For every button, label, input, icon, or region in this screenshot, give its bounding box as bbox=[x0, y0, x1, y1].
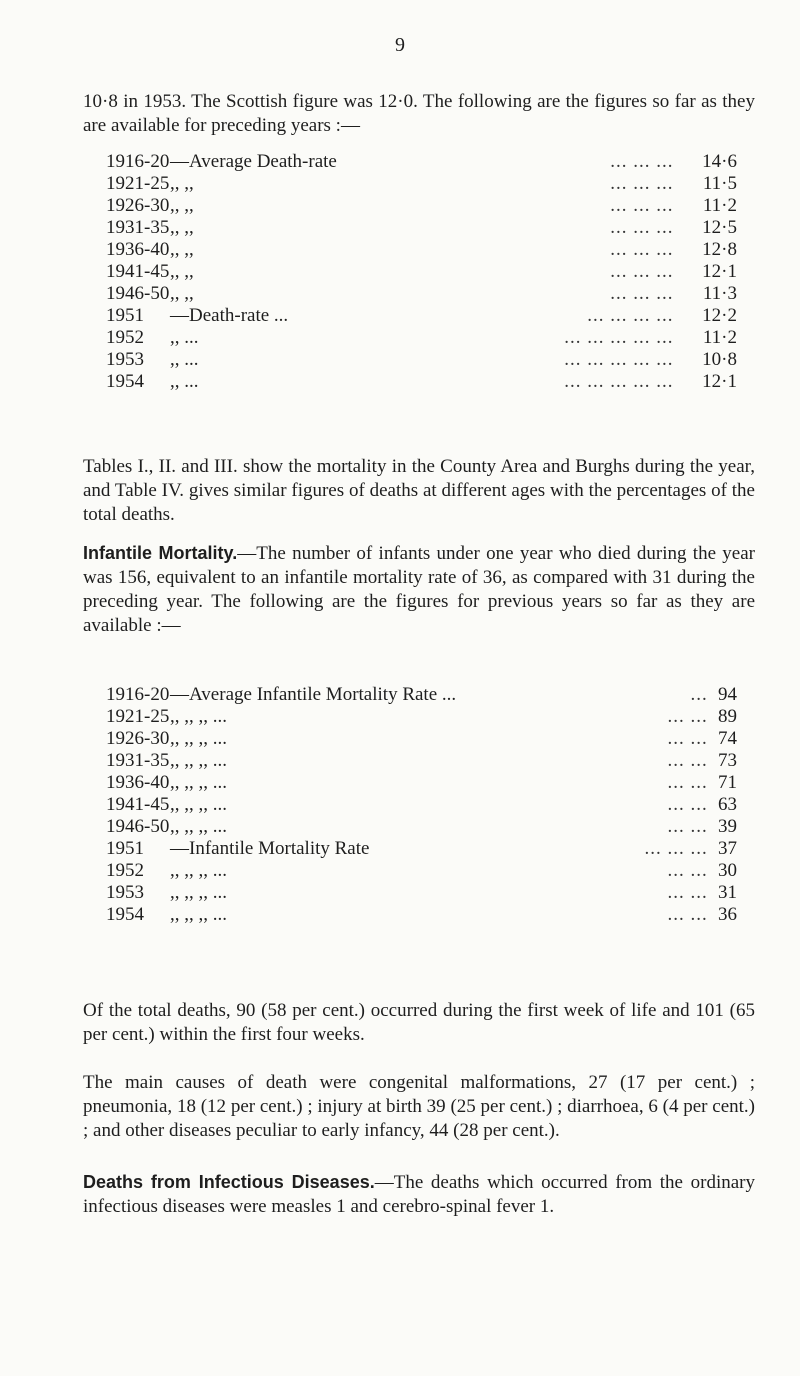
infectious-diseases-heading: Deaths from Infectious Diseases. bbox=[83, 1172, 375, 1192]
death-rate-table bbox=[106, 151, 737, 393]
infant-rate-row-leader: ... ... bbox=[667, 728, 708, 749]
death-rate-row bbox=[106, 195, 737, 217]
infant-rate-row-leader: ... ... bbox=[667, 706, 708, 727]
page-number: 9 bbox=[395, 34, 405, 56]
infant-rate-row-value: 39 bbox=[718, 816, 737, 837]
infant-rate-row-leader: ... ... bbox=[667, 860, 708, 881]
death-rate-row-period: 1953 bbox=[106, 349, 144, 370]
death-rate-row-value: 12·1 bbox=[702, 371, 737, 392]
death-rate-row-period: 1946-50 bbox=[106, 283, 170, 304]
infantile-mortality-text: —The number of infants under one year who died during the year was 156, equivalent to an infantile mortality rate of 36, as compared with 31 during the preceding year. The following are the figures for previous years so far as they are available :— bbox=[83, 543, 755, 636]
death-rate-row-period: 1931-35 bbox=[106, 217, 170, 238]
total-deaths-paragraph: Of the total deaths, 90 (58 per cent.) occurred during the first week of life and 101 (65 per cent.) within the first four weeks. bbox=[83, 1000, 755, 1045]
infant-rate-row-label: ,, ,, ,, ... bbox=[170, 750, 227, 771]
infant-rate-row-leader: ... ... bbox=[667, 772, 708, 793]
infant-rate-row-value: 94 bbox=[718, 684, 737, 705]
infant-rate-row-value: 37 bbox=[718, 838, 737, 859]
death-rate-row-period: 1954 bbox=[106, 371, 144, 392]
infant-rate-row-period: 1931-35 bbox=[106, 750, 170, 771]
infant-rate-row-leader: ... ... bbox=[667, 750, 708, 771]
infant-rate-row-label: —Infantile Mortality Rate bbox=[170, 838, 370, 859]
death-rate-row bbox=[106, 217, 737, 239]
death-rate-row-value: 12·2 bbox=[702, 305, 737, 326]
infant-rate-row-label: ,, ,, ,, ... bbox=[170, 882, 227, 903]
causes-paragraph: The main causes of death were congenital malformations, 27 (17 per cent.) ; pneumonia, 18 (12 per cent.) ; injury at birth 39 (25 per cent.) ; diarrhoea, 6 (4 per cent.) ; and other diseases peculiar to early infancy, 44 (28 per cent.). bbox=[83, 1072, 755, 1141]
death-rate-row-label: ,, ,, bbox=[170, 283, 194, 304]
infant-rate-row-period: 1936-40 bbox=[106, 772, 170, 793]
infant-rate-row-leader: ... bbox=[690, 684, 708, 705]
death-rate-row bbox=[106, 327, 737, 349]
death-rate-row-period: 1936-40 bbox=[106, 239, 170, 260]
death-rate-row-value: 11·2 bbox=[702, 195, 737, 216]
infant-rate-row-label: ,, ,, ,, ... bbox=[170, 860, 227, 881]
death-rate-row-label: ,, ,, bbox=[170, 217, 194, 238]
infant-rate-row bbox=[106, 750, 737, 772]
infant-rate-row-period: 1951 bbox=[106, 838, 144, 859]
death-rate-row-leader: ... ... ... ... bbox=[587, 305, 674, 326]
infant-rate-row-period: 1916-20 bbox=[106, 684, 170, 705]
infant-rate-row-label: —Average Infantile Mortality Rate ... bbox=[170, 684, 457, 705]
death-rate-row-leader: ... ... ... bbox=[610, 217, 674, 238]
infant-rate-row-period: 1926-30 bbox=[106, 728, 170, 749]
infant-rate-row-value: 63 bbox=[718, 794, 737, 815]
death-rate-row-value: 11·5 bbox=[702, 173, 737, 194]
infant-rate-table bbox=[106, 684, 737, 926]
tables-paragraph: Tables I., II. and III. show the mortality in the County Area and Burghs during the year, and Table IV. gives similar figures of deaths at different ages with the percentages of the total deaths. bbox=[83, 456, 755, 525]
infant-rate-row-label: ,, ,, ,, ... bbox=[170, 904, 227, 925]
death-rate-row-leader: ... ... ... bbox=[610, 195, 674, 216]
infant-rate-row bbox=[106, 838, 737, 860]
death-rate-row-period: 1916-20 bbox=[106, 151, 170, 172]
death-rate-row-label: ,, ... bbox=[170, 327, 199, 348]
death-rate-row-label: ,, ,, bbox=[170, 173, 194, 194]
death-rate-row-period: 1921-25 bbox=[106, 173, 170, 194]
death-rate-row bbox=[106, 173, 737, 195]
death-rate-row-leader: ... ... ... bbox=[610, 261, 674, 282]
infant-rate-row-value: 31 bbox=[718, 882, 737, 903]
infant-rate-row-label: ,, ,, ,, ... bbox=[170, 706, 227, 727]
death-rate-row-leader: ... ... ... bbox=[610, 151, 674, 172]
death-rate-row-label: ,, ,, bbox=[170, 195, 194, 216]
death-rate-row-leader: ... ... ... bbox=[610, 283, 674, 304]
infantile-mortality-heading: Infantile Mortality. bbox=[83, 543, 238, 563]
death-rate-row-leader: ... ... ... bbox=[610, 173, 674, 194]
death-rate-row-label: ,, ,, bbox=[170, 261, 194, 282]
infant-rate-row bbox=[106, 684, 737, 706]
infant-rate-row-label: ,, ,, ,, ... bbox=[170, 816, 227, 837]
infant-rate-row bbox=[106, 794, 737, 816]
death-rate-row-period: 1941-45 bbox=[106, 261, 170, 282]
infant-rate-row-period: 1952 bbox=[106, 860, 144, 881]
infant-rate-row-value: 73 bbox=[718, 750, 737, 771]
infant-rate-row-value: 71 bbox=[718, 772, 737, 793]
infant-rate-row-leader: ... ... bbox=[667, 882, 708, 903]
infectious-diseases-text: —The deaths which occurred from the ordinary infectious diseases were measles 1 and cerebro-spinal fever 1. bbox=[83, 1172, 755, 1217]
infectious-diseases-paragraph bbox=[83, 1170, 755, 1219]
death-rate-row-leader: ... ... ... ... ... bbox=[564, 327, 674, 348]
infant-rate-row-label: ,, ,, ,, ... bbox=[170, 772, 227, 793]
infant-rate-row-period: 1954 bbox=[106, 904, 144, 925]
death-rate-row-period: 1952 bbox=[106, 327, 144, 348]
death-rate-row-period: 1926-30 bbox=[106, 195, 170, 216]
infant-rate-row bbox=[106, 882, 737, 904]
infant-rate-row-leader: ... ... ... bbox=[644, 838, 708, 859]
death-rate-row-value: 14·6 bbox=[702, 151, 737, 172]
death-rate-row-value: 10·8 bbox=[702, 349, 737, 370]
infant-rate-row bbox=[106, 772, 737, 794]
death-rate-row bbox=[106, 151, 737, 173]
intro-paragraph: 10·8 in 1953. The Scottish figure was 12·0. The following are the figures so far as they are available for preceding years :— bbox=[83, 91, 755, 136]
death-rate-row bbox=[106, 239, 737, 261]
death-rate-row-value: 12·1 bbox=[702, 261, 737, 282]
infant-rate-row-leader: ... ... bbox=[667, 816, 708, 837]
infant-rate-row bbox=[106, 816, 737, 838]
infant-rate-row bbox=[106, 860, 737, 882]
infant-rate-row-value: 74 bbox=[718, 728, 737, 749]
infant-rate-row-period: 1941-45 bbox=[106, 794, 170, 815]
infant-rate-row-period: 1946-50 bbox=[106, 816, 170, 837]
infant-rate-row-label: ,, ,, ,, ... bbox=[170, 728, 227, 749]
death-rate-row bbox=[106, 349, 737, 371]
infant-rate-row bbox=[106, 706, 737, 728]
infant-rate-row bbox=[106, 904, 737, 926]
death-rate-row bbox=[106, 261, 737, 283]
death-rate-row bbox=[106, 371, 737, 393]
infant-rate-row-leader: ... ... bbox=[667, 794, 708, 815]
infant-rate-row-value: 30 bbox=[718, 860, 737, 881]
death-rate-row bbox=[106, 283, 737, 305]
infant-rate-row-period: 1953 bbox=[106, 882, 144, 903]
death-rate-row bbox=[106, 305, 737, 327]
infant-rate-row-value: 89 bbox=[718, 706, 737, 727]
death-rate-row-value: 12·5 bbox=[702, 217, 737, 238]
infant-rate-row bbox=[106, 728, 737, 750]
infant-rate-row-leader: ... ... bbox=[667, 904, 708, 925]
death-rate-row-value: 12·8 bbox=[702, 239, 737, 260]
death-rate-row-leader: ... ... ... bbox=[610, 239, 674, 260]
death-rate-row-label: ,, ... bbox=[170, 349, 199, 370]
death-rate-row-label: ,, ,, bbox=[170, 239, 194, 260]
death-rate-row-label: —Death-rate ... bbox=[170, 305, 289, 326]
death-rate-row-period: 1951 bbox=[106, 305, 144, 326]
death-rate-row-leader: ... ... ... ... ... bbox=[564, 371, 674, 392]
infant-rate-row-period: 1921-25 bbox=[106, 706, 170, 727]
death-rate-row-value: 11·3 bbox=[702, 283, 737, 304]
death-rate-row-leader: ... ... ... ... ... bbox=[564, 349, 674, 370]
death-rate-row-label: ,, ... bbox=[170, 371, 199, 392]
infant-rate-row-value: 36 bbox=[718, 904, 737, 925]
infant-rate-row-label: ,, ,, ,, ... bbox=[170, 794, 227, 815]
death-rate-row-label: —Average Death-rate bbox=[170, 151, 337, 172]
infantile-mortality-paragraph bbox=[83, 541, 755, 638]
death-rate-row-value: 11·2 bbox=[702, 327, 737, 348]
